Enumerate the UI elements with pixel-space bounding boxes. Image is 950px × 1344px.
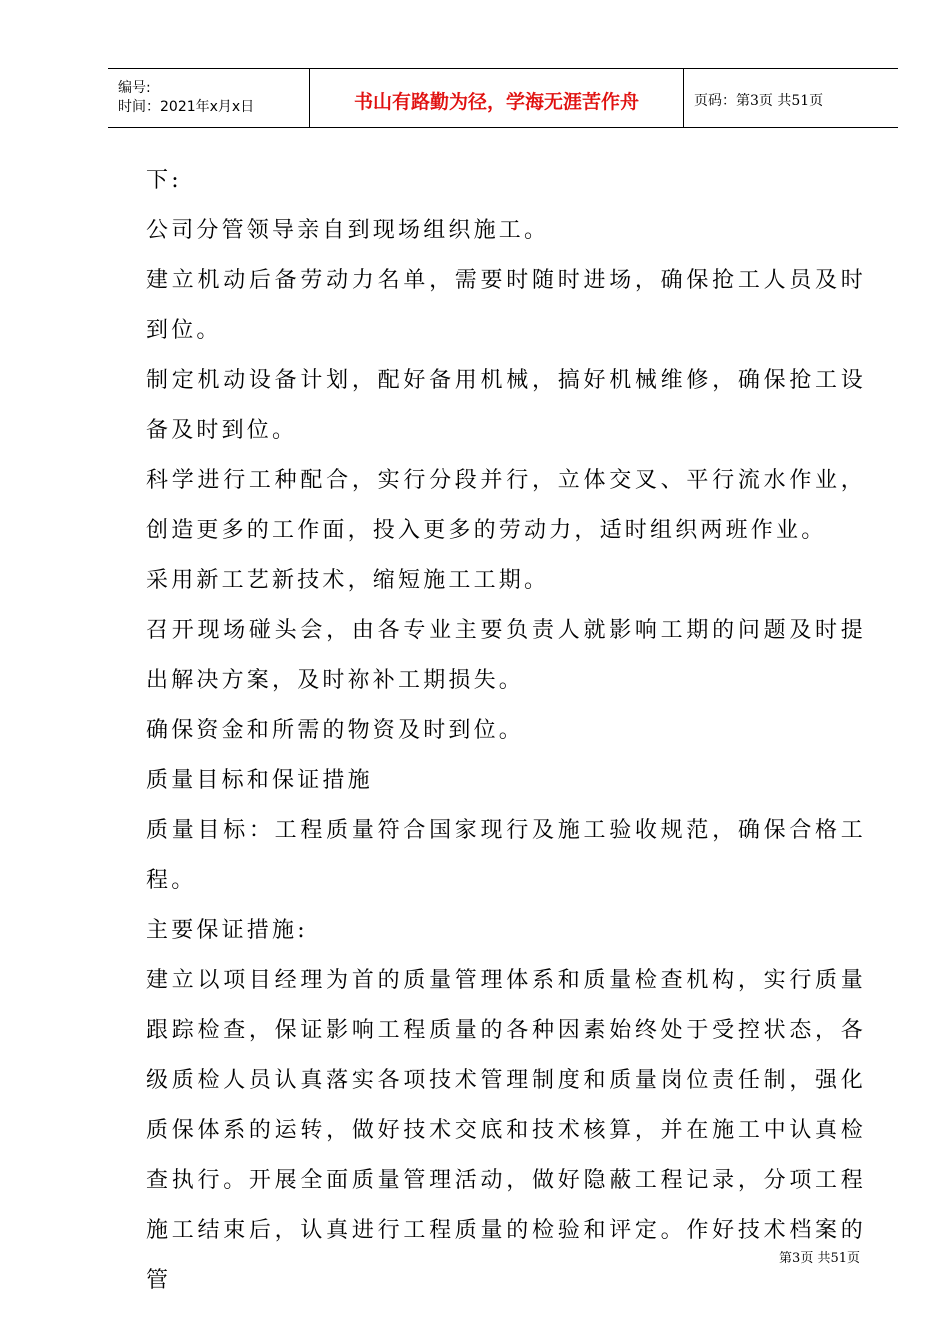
page-header: [108, 68, 898, 128]
header-motto: [310, 69, 684, 127]
paragraph: 质量目标：工程质量符合国家现行及施工验收规范，确保合格工程。: [146, 818, 866, 893]
header-meta: [108, 69, 310, 127]
page-footer: 第3页 共51页: [779, 1251, 860, 1266]
paragraph: 建立以项目经理为首的质量管理体系和质量检查机构，实行质量跟踪检查，保证影响工程质量的各种因素始终处于受控状态，各级质检人员认真落实各项技术管理制度和质量岗位责任制，强化质保体系的运转，做好技术交底和技术核算，并在施工中认真检查执行。开展全面质量管理活动，做好隐蔽工程记录，分项工程施工结束后，认真进行工程质量的检验和评定。作好技术档案的管: [146, 968, 866, 1293]
page-code-text: 页码：第3页 共51页: [694, 93, 824, 109]
paragraph: 公司分管领导亲自到现场组织施工。: [146, 218, 550, 243]
document-body: [146, 156, 866, 1306]
number-label: 编号:: [118, 80, 151, 96]
paragraph: 采用新工艺新技术，缩短施工工期。: [146, 568, 550, 593]
paragraph: 下:: [146, 168, 182, 193]
paragraph: 召开现场碰头会，由各专业主要负责人就影响工期的问题及时提出解决方案，及时祢补工期损失。: [146, 618, 866, 693]
header-page-code: [684, 69, 898, 127]
paragraph: 确保资金和所需的物资及时到位。: [146, 718, 525, 743]
section-subheading: 主要保证措施:: [146, 918, 308, 943]
paragraph: 制定机动设备计划，配好备用机械，搞好机械维修，确保抢工设备及时到位。: [146, 368, 866, 443]
paragraph: 建立机动后备劳动力名单，需要时随时进场，确保抢工人员及时到位。: [146, 268, 866, 343]
time-label: 时间：2021年x月x日: [118, 99, 255, 115]
motto-text: 书山有路勤为径，学海无涯苦作舟: [353, 90, 639, 113]
paragraph: 科学进行工种配合，实行分段并行，立体交叉、平行流水作业，创造更多的工作面，投入更多的劳动力，适时组织两班作业。: [146, 468, 866, 543]
section-heading: 质量目标和保证措施: [146, 768, 373, 793]
